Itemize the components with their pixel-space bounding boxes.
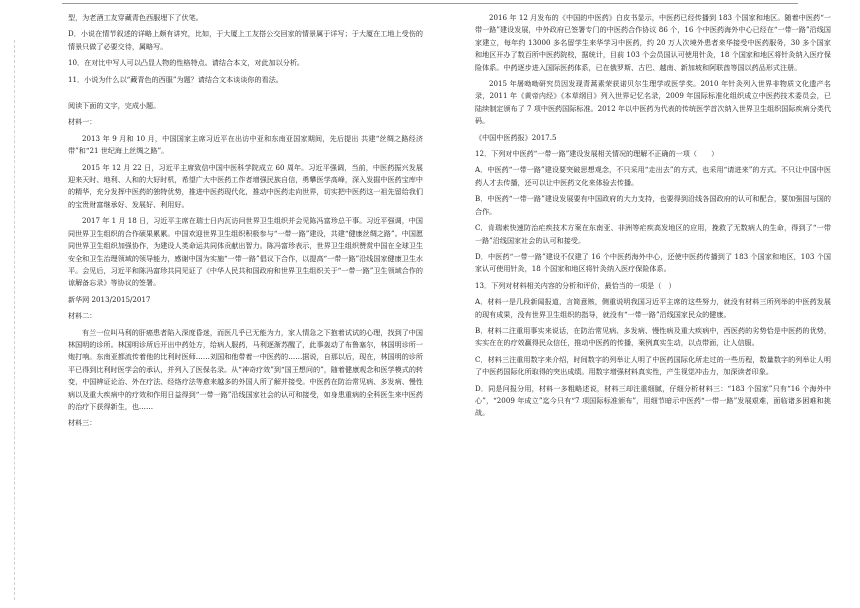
- q12-option-a: A．中医药“一带一路”建设要突破思想观念，不只采用“走出去”的方式，也采用“请进来”的方式。不只让中国中医药人才去传播，还可以让中医药文化来体验去传播。: [475, 165, 831, 187]
- material-1-label: 材料一：: [68, 117, 97, 127]
- question-11: 11．小说为什么以“藏青色的西服”为题？请结合文本谈谈你的看法。: [68, 74, 283, 84]
- question-13: 13．下列对材料相关内容的分析和评价，最恰当的一项是（ ）: [475, 280, 676, 290]
- material-3-source: 《中国中医药报》2017.5: [475, 132, 557, 142]
- q12-option-b: B．中医药“一带一路”建设发展要有中国政府的大力支持，也要得到沿线各国政府的认可和配合，要加强国与国的合作。: [475, 194, 831, 216]
- q13-option-a: A．材料一是几段新闻报道，言简意赅，侧重说明我国习近平主席的这些努力，就没有材料三所列举的中医药发展的现有成果，没有世界卫生组织的指导，就没有“一带一路”沿线国家民众的健康。: [475, 297, 831, 319]
- right-column: [475, 12, 831, 420]
- q13-option-d: D．同是问报分用，材料一多粗略述说，材料三却注重细腻，仔细分析材料三：“183 个国家”只有“16 个海外中心”，“2009 年成立”迄今只有“7 项国际标准颁布”，用细节暗示中医药“一带一路”发展艰难，面临诸多困难和挑战。: [475, 383, 831, 418]
- binding-margin: [6, 40, 18, 600]
- material-1-para-1: 2013 年 9 月和 10 月，中国国家主席习近平在出访中亚和东南亚国家期间，先后提出 共建“丝绸之路经济带”和“21 世纪海上丝绸之路”。: [68, 133, 423, 156]
- q12-option-d: D．中医药“一带一路”建设不仅建了 16 个中医药海外中心，还使中医药传播到了 183 个国家和地区，103 个国家认可使用针灸，18 个国家和地区将针灸纳入医疗保险体系。: [475, 251, 831, 274]
- q13-option-c: C．材料三注重用数字来介绍，时间数字的列举让人明了中医药国际化所走过的一些历程，数量数字的列举让人明了中医药国际化所取得的突出成绩。用数字增强材料真实性，产生视觉冲击力，加深读者印象。: [475, 354, 831, 377]
- left-column: [68, 12, 423, 430]
- material-2-label: 材料二：: [68, 311, 97, 321]
- material-1-para-2: 2015 年 12 月 22 日，习近平主席致信中国中医科学院成立 60 周年。习近平强调，当前，中医药振兴发展迎来天时、地利、人和的大好时机，希望广大中医药工作者增强民族自信，勇攀医学高峰，深入发掘中医药宝库中的精华，充分发挥中医药的独特优势，推进中医药现代化，推动中医药走向世界，切实把中医药这一祖先留给我们的宝贵财富继承好、发展好、利用好。: [68, 162, 423, 209]
- q13-option-b: B．材料二注重用事实来说话，在防治常见病、多发病、慢性病及重大疾病中，西医药的劣势恰是中医药的优势，实实在在的疗效赢得民众信任，推动中医药的传播，案例真实生动，以点带面，让人信服。: [475, 325, 831, 348]
- option-d: D．小说在情节叙述的详略上颇有讲究，比如，于大厦上工友搭公交回家的情景属于详写；于大厦在工地上受伤的情景只做了必要交待，属略写。: [68, 29, 423, 51]
- material-3-para-1: 2016 年 12 月发布的《中国的中医药》白皮书显示，中医药已经传播到 183 个国家和地区。随着中医药“一带一路”建设发展，中外政府已签署专门的中医药合作协议 86 个，16 个中医药海外中心已经在“一带一路”沿线国家建立，每年约 13000 多名留学生来华学习中医药，约 20 万人次境外患者来华接受中医药服务，30 多个国家和地区开办了数百所中医药院校，据统计，目前 103 个会员国认可使用针灸，18 个国家和地区将针灸纳入医疗保险体系。中药逐步进入国际医药体系，已在俄罗斯、古巴、越南、新加坡和阿联酋等国以药品形式注册。: [475, 13, 831, 72]
- binding-dashed-line: [14, 40, 15, 600]
- reading-instruction: 阅读下面的文字，完成小题。: [68, 101, 161, 111]
- material-3-label: 材料三：: [68, 418, 97, 428]
- question-12: 12．下列对中医药“一带一路”建设发展相关情况的理解不正确的一项（ ）: [475, 149, 719, 159]
- paragraph: 型，为老酒工友穿藏青色西服埋下了伏笔。: [68, 13, 203, 22]
- material-1-para-3: 2017 年 1 月 18 日，习近平主席在瑞士日内瓦访问世界卫生组织并会见陈冯富珍总干事。习近平强调，中国同世界卫生组织的合作硕果累累。中国欢迎世界卫生组织积极参与“一带一路”建设，共建“健康丝绸之路”。中国愿同世界卫生组织加强协作，为建设人类命运共同体贡献出智力。陈冯富珍表示，世界卫生组织赞赏中国在全球卫生安全和卫生治理领域的领导能力，感谢中国为实施“一带一路”倡议下合作，以提高“一带一路”沿线国家健康卫生水平。会见后，习近平和陈冯富珍共同见证了《中华人民共和国政府和世界卫生组织关于“一带一路”卫生领域合作的谅解备忘录》等协议的签署。: [68, 216, 424, 288]
- material-2-para: 有兰一位叫马利的肝癌患者陷入深度昏迷，而医几乎已无能为力，家人情急之下抱着试试的心理，找到了中国林国明的诊所。林国明诊所后开出中药处方，给病人服药，马利逐渐苏醒了，此事轰动了布鲁塞尔，林国明诊所一炮打响。东南亚都流传着他的比利时医师……刘国和他带着一中医药的……据说，自那以后，现在，林国明的诊所平已得到比利时医学会的承认，并列入了医保名录。从“神奇疗效”到“国王想问的”，随着健康观念和医学模式的转变，中国辨证论治、外在疗法、经络疗法等愈来越多的外国人所了解并接受。中医药在防治常见病、多发病、慢性病以及重大疾病中的疗效和作用日益得到“一带一路”沿线国家社会的认可和接受，如身患重病的全科医生来中医药的治疗下获得新生，也……: [68, 327, 424, 411]
- q12-option-c: C．肯瑞索快速防治疟疾技术方案在东南亚、非洲等疟疾高发地区的应用，挽救了无数病人的生命，得到了“一带一路”沿线国家社会的认可和接受。: [475, 223, 831, 245]
- question-10: 10．在对比中写人可以凸显人物的性格特点。请结合本文，对此加以分析。: [68, 58, 305, 68]
- material-1-source: 新华网 2013/2015/2017: [68, 294, 151, 304]
- header-rule: [62, 3, 798, 4]
- material-3-para-2: 2015 年屠呦呦研究员因发现青蒿素荣获诺贝尔生理学或医学奖。2010 年针灸列入世界非物质文化遗产名录，2011 年《黄帝内经》《本草纲目》列入世界记忆名录，2009 年国际标准化组织成立中医药技术委员会，已陆续制定颁布了 7 项中医药国际标准。2012 年以中医药为代表的传统医学首次纳入世界卫生组织国际疾病分类代码。: [475, 79, 831, 126]
